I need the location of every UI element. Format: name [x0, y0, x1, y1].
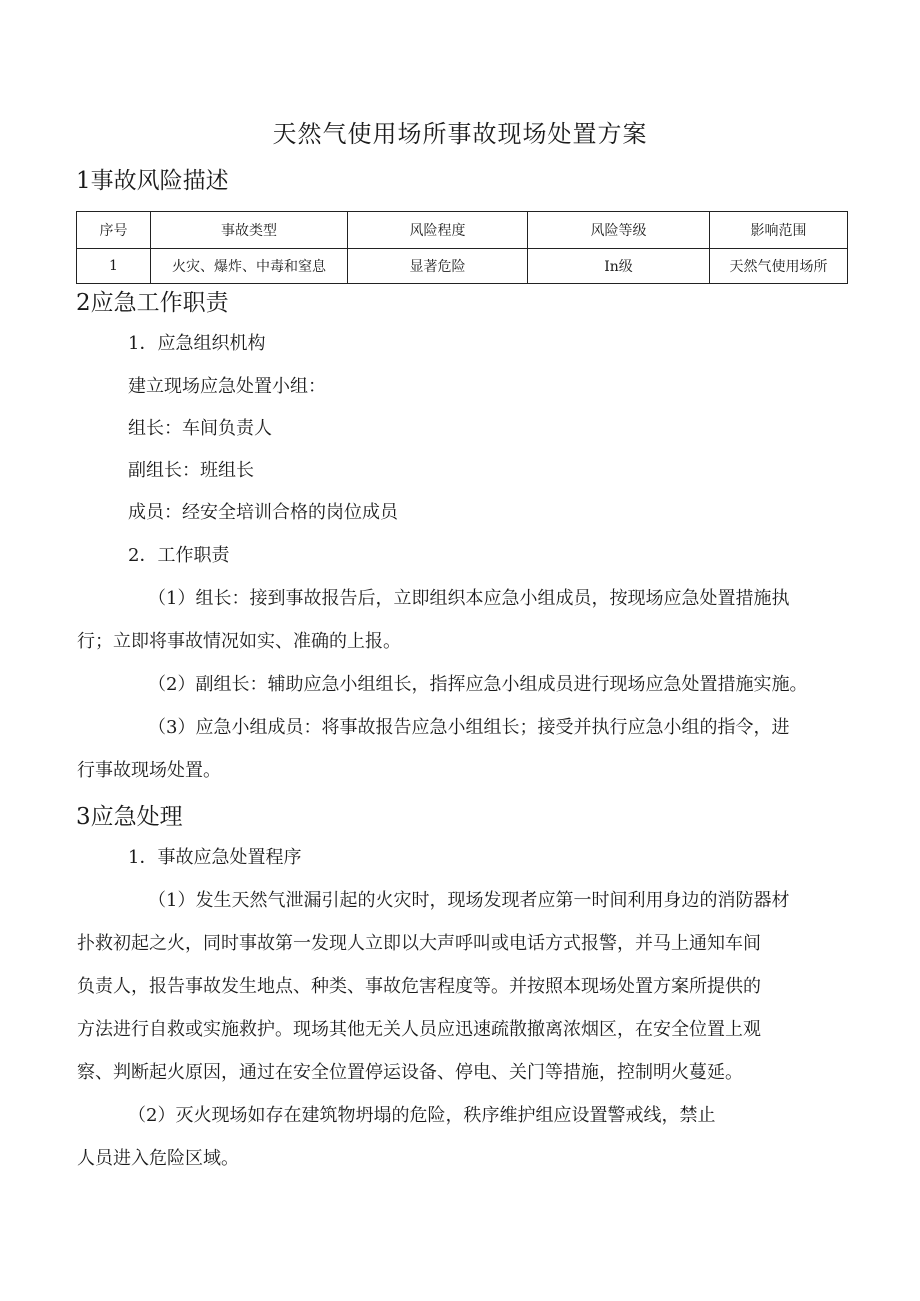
paragraph-members: 成员：经安全培训合格的岗位成员: [128, 502, 398, 523]
duty-members-line2: 行事故现场处置。: [77, 760, 221, 781]
page-title: 天然气使用场所事故现场处置方案: [272, 120, 648, 148]
paragraph-deputy: 副组长：班组长: [128, 460, 254, 481]
table-cell: 火灾、爆炸、中毒和窒息: [151, 249, 348, 284]
risk-table: [76, 211, 848, 284]
table-header-cell: 影响范围: [710, 212, 848, 249]
table-header-cell: 序号: [77, 212, 151, 249]
duty-leader-line2: 行；立即将事故情况如实、准确的上报。: [77, 631, 401, 652]
procedure-para2-line1: （2）灭火现场如存在建筑物坍塌的危险，秩序维护组应设置警戒线，禁止: [128, 1105, 716, 1126]
subheading-procedure: 1．事故应急处置程序: [128, 847, 302, 868]
duty-leader-line1: （1）组长：接到事故报告后，立即组织本应急小组成员，按现场应急处置措施执: [148, 588, 790, 609]
section-heading-response: 3应急处理: [76, 804, 183, 830]
table-header-cell: 风险等级: [528, 212, 710, 249]
procedure-para1-line1: （1）发生天然气泄漏引起的火灾时，现场发现者应第一时间利用身边的消防器材: [148, 890, 790, 911]
table-cell: 天然气使用场所: [710, 249, 848, 284]
procedure-para1-line5: 察、判断起火原因，通过在安全位置停运设备、停电、关门等措施，控制明火蔓延。: [77, 1062, 743, 1083]
procedure-para1-line2: 扑救初起之火，同时事故第一发现人立即以大声呼叫或电话方式报警，并马上通知车间: [77, 933, 761, 954]
table-header-row: [77, 212, 848, 249]
procedure-para2-line2: 人员进入危险区域。: [77, 1148, 239, 1169]
duty-deputy: （2）副组长：辅助应急小组组长，指挥应急小组成员进行现场应急处置措施实施。: [148, 674, 808, 695]
paragraph-leader: 组长：车间负责人: [128, 418, 272, 439]
table-cell: 显著危险: [348, 249, 528, 284]
procedure-para1-line4: 方法进行自救或实施救护。现场其他无关人员应迅速疏散撤离浓烟区，在安全位置上观: [77, 1019, 761, 1040]
table-cell: 1: [77, 249, 151, 284]
section-heading-duties: 2应急工作职责: [76, 290, 229, 316]
table-header-cell: 事故类型: [151, 212, 348, 249]
table-cell: In级: [528, 249, 710, 284]
subheading-duties: 2．工作职责: [128, 545, 230, 566]
procedure-para1-line3: 负责人，报告事故发生地点、种类、事故危害程度等。并按照本现场处置方案所提供的: [77, 976, 761, 997]
table-row: [77, 249, 848, 284]
table-header-cell: 风险程度: [348, 212, 528, 249]
section-heading-risk: 1事故风险描述: [76, 168, 229, 194]
subheading-organization: 1．应急组织机构: [128, 333, 266, 354]
duty-members-line1: （3）应急小组成员：将事故报告应急小组组长；接受并执行应急小组的指令，进: [148, 717, 790, 738]
paragraph-group: 建立现场应急处置小组：: [128, 376, 326, 397]
